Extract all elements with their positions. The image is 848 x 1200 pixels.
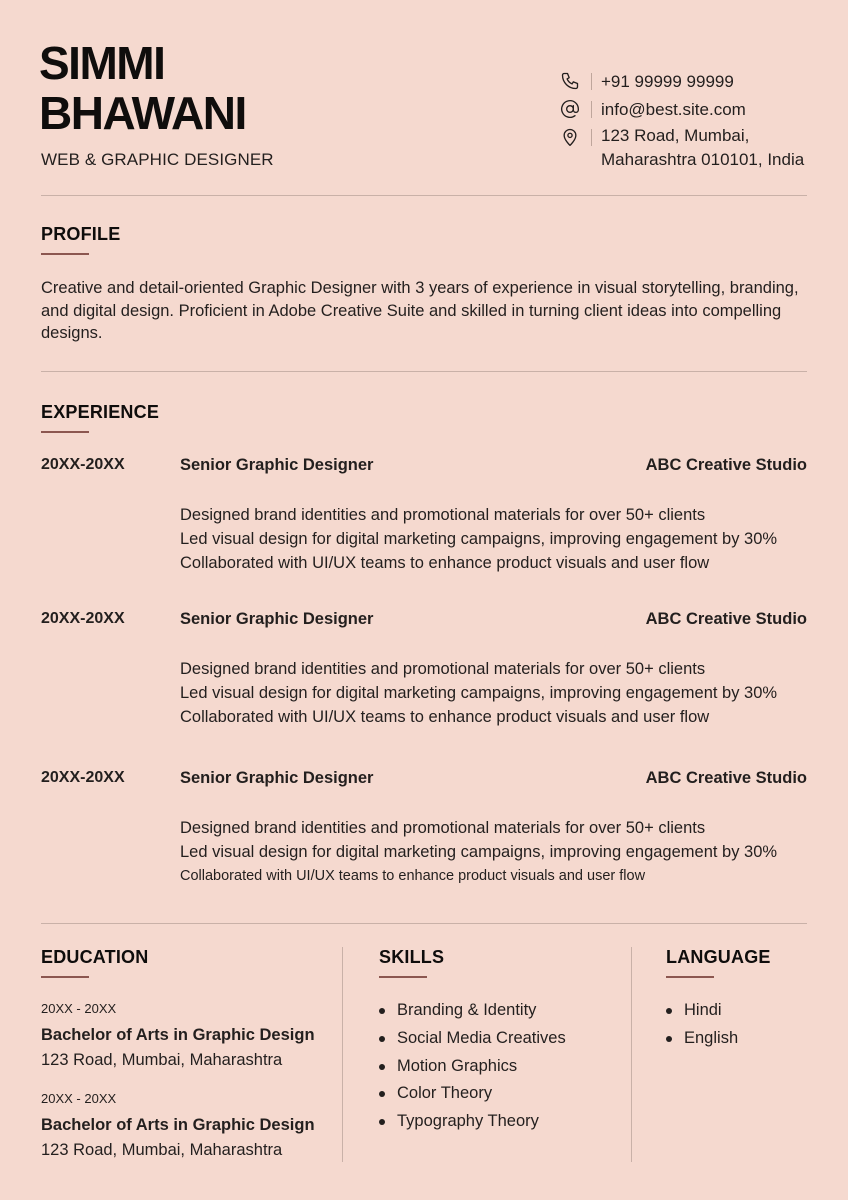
job-duty: Collaborated with UI/UX teams to enhance product visuals and user flow <box>180 867 646 884</box>
at-sign-icon <box>560 99 580 119</box>
contact-separator <box>591 101 592 118</box>
job-company: ABC Creative Studio <box>645 610 807 628</box>
profile-text: Creative and detail-oriented Graphic Designer with 3 years of experience in visual storytelling, branding, and digital design. Proficient in Adobe Creative Suite and skilled in turning client ideas into compelling designs. <box>41 279 799 342</box>
skill-item: Social Media Creatives <box>378 1025 566 1053</box>
job-duty: Designed brand identities and promotional materials for over 50+ clients <box>180 506 706 524</box>
skill-item: Color Theory <box>378 1080 566 1108</box>
location-pin-icon <box>560 127 580 147</box>
address-line-2: Maharashtra 010101, India <box>601 150 805 169</box>
skill-item: Branding & Identity <box>378 997 566 1025</box>
job-duties <box>180 658 840 729</box>
job-duty: Collaborated with UI/UX teams to enhance product visuals and user flow <box>180 707 710 726</box>
job-company: ABC Creative Studio <box>645 769 807 787</box>
last-name: BHAWANI <box>39 87 246 139</box>
phone-icon <box>560 71 580 91</box>
education-place: 123 Road, Mumbai, Maharashtra <box>41 1051 283 1069</box>
language-heading: LANGUAGE <box>666 947 771 967</box>
candidate-name <box>39 38 246 138</box>
divider <box>41 195 807 196</box>
job-title: Senior Graphic Designer <box>180 456 374 474</box>
phone-number[interactable]: +91 99999 99999 <box>601 72 734 91</box>
job-duty: Led visual design for digital marketing campaigns, improving engagement by 30% <box>180 529 778 548</box>
language-item: Hindi <box>665 997 738 1025</box>
column-divider <box>631 947 632 1162</box>
job-title: Senior Graphic Designer <box>180 610 374 628</box>
job-company: ABC Creative Studio <box>645 456 807 474</box>
divider <box>41 923 807 924</box>
job-date: 20XX-20XX <box>41 456 125 473</box>
education-heading: EDUCATION <box>41 947 149 967</box>
education-entry <box>41 1000 315 1072</box>
language-item: English <box>665 1025 738 1053</box>
language-list <box>665 997 738 1053</box>
experience-heading: EXPERIENCE <box>41 402 160 422</box>
job-title: Senior Graphic Designer <box>180 769 374 787</box>
address-line-1: 123 Road, Mumbai, <box>601 126 750 145</box>
address <box>601 124 804 172</box>
email-address[interactable]: info@best.site.com <box>601 100 746 119</box>
job-date: 20XX-20XX <box>41 769 125 786</box>
education-degree: Bachelor of Arts in Graphic Design <box>41 1116 315 1134</box>
education-place: 123 Road, Mumbai, Maharashtra <box>41 1141 283 1159</box>
skill-item: Typography Theory <box>378 1108 566 1136</box>
job-date: 20XX-20XX <box>41 610 125 627</box>
contact-separator <box>591 129 592 146</box>
education-date: 20XX - 20XX <box>41 1091 117 1106</box>
job-duty: Designed brand identities and promotional materials for over 50+ clients <box>180 660 706 678</box>
job-duties <box>180 504 840 575</box>
job-duties <box>180 817 840 888</box>
job-duty: Led visual design for digital marketing campaigns, improving engagement by 30% <box>180 842 778 861</box>
skill-item: Motion Graphics <box>378 1053 566 1081</box>
job-duty: Led visual design for digital marketing campaigns, improving engagement by 30% <box>180 683 778 702</box>
education-degree: Bachelor of Arts in Graphic Design <box>41 1026 315 1044</box>
job-duty: Designed brand identities and promotional materials for over 50+ clients <box>180 819 706 837</box>
skills-heading: SKILLS <box>379 947 445 967</box>
job-duty: Collaborated with UI/UX teams to enhance product visuals and user flow <box>180 553 710 572</box>
education-entry <box>41 1090 315 1162</box>
divider <box>41 371 807 372</box>
profile-heading: PROFILE <box>41 224 121 244</box>
contact-separator <box>591 73 592 90</box>
job-role: WEB & GRAPHIC DESIGNER <box>41 150 274 169</box>
column-divider <box>342 947 343 1162</box>
skills-list <box>378 997 566 1136</box>
education-date: 20XX - 20XX <box>41 1001 117 1016</box>
first-name: SIMMI <box>39 37 165 89</box>
